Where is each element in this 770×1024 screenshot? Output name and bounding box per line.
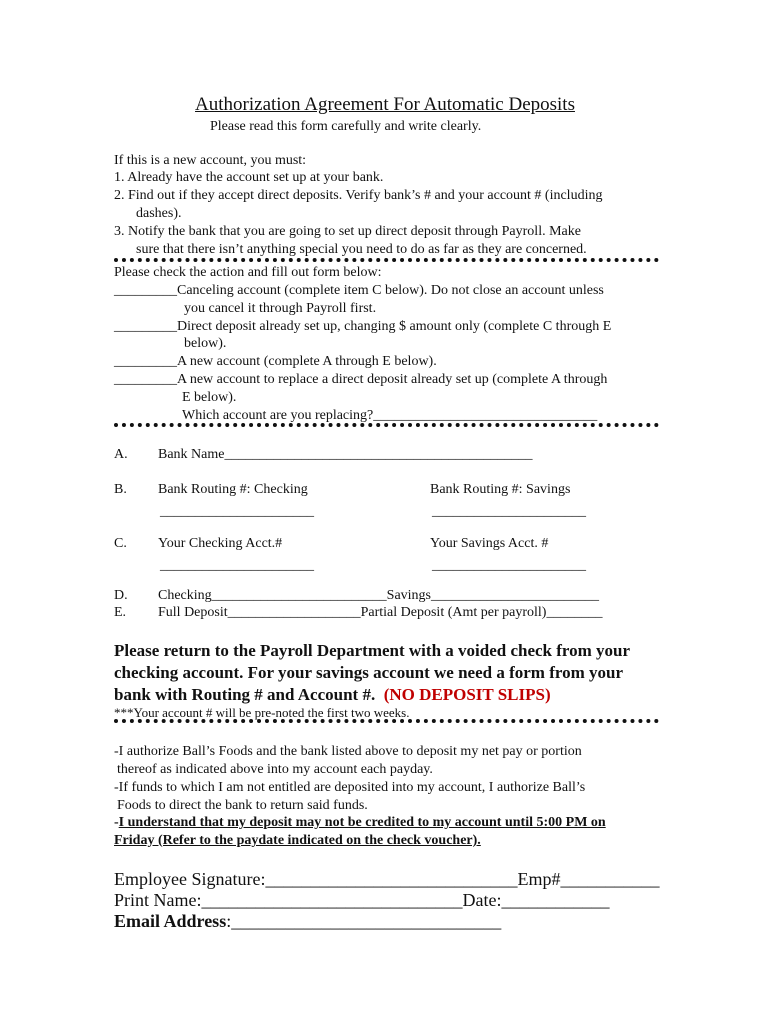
- return-notice-line-2: checking account. For your savings account we need a form from your: [114, 663, 624, 682]
- email-address-blank[interactable]: :______________________________: [226, 911, 502, 931]
- action-change-amount[interactable]: _________Direct deposit already set up, changing $ amount only (complete C through E: [114, 319, 612, 334]
- action-new-account[interactable]: _________A new account (complete A through E below).: [114, 354, 437, 369]
- field-letter-a: A.: [114, 447, 128, 462]
- checking-acct-field[interactable]: ______________________: [160, 558, 314, 573]
- dash: -: [114, 815, 119, 830]
- return-notice-line-1: Please return to the Payroll Department with a voided check from your: [114, 641, 631, 660]
- form-subtitle: Please read this form carefully and write clearly.: [210, 119, 482, 134]
- field-letter-d: D.: [114, 588, 128, 603]
- new-account-step-3-cont: sure that there isn’t anything special you need to do as far as they are concerned.: [136, 242, 587, 257]
- email-address-label: Email Address: [114, 911, 227, 931]
- credit-timing-notice: I understand that my deposit may not be credited to my account until 5:00 PM on: [118, 815, 606, 830]
- action-replace-account-cont: E below).: [182, 390, 237, 405]
- checking-acct-label: Your Checking Acct.#: [158, 536, 283, 551]
- new-account-step-2: 2. Find out if they accept direct deposits. Verify bank’s # and your account # (including: [114, 188, 603, 203]
- return-notice-text: bank with Routing # and Account #.: [114, 685, 376, 704]
- dotted-divider: [114, 423, 659, 427]
- authorization-line-6: Friday (Refer to the paydate indicated on the check voucher).: [114, 833, 481, 848]
- action-replace-account[interactable]: _________A new account to replace a direct deposit already set up (complete A through: [114, 372, 608, 387]
- email-address-field[interactable]: [114, 911, 501, 932]
- action-change-amount-cont: below).: [184, 336, 227, 351]
- dotted-divider: [114, 719, 659, 723]
- employee-signature-field[interactable]: Employee Signature:____________________________Emp#___________: [114, 869, 660, 889]
- no-deposit-slips-warning: (NO DEPOSIT SLIPS): [383, 685, 551, 704]
- field-letter-c: C.: [114, 536, 127, 551]
- form-title: Authorization Agreement For Automatic Deposits: [195, 94, 575, 115]
- return-notice-line-3: [114, 684, 551, 705]
- action-cancel[interactable]: _________Canceling account (complete item C below). Do not close an account unless: [114, 283, 604, 298]
- authorization-line-5: [114, 814, 606, 832]
- authorization-line-2: thereof as indicated above into my account each payday.: [117, 762, 433, 777]
- action-cancel-cont: you cancel it through Payroll first.: [184, 301, 377, 316]
- new-account-intro: If this is a new account, you must:: [114, 153, 307, 168]
- routing-savings-label: Bank Routing #: Savings: [430, 482, 571, 497]
- new-account-step-3: 3. Notify the bank that you are going to set up direct deposit through Payroll. Make: [114, 224, 581, 239]
- deposit-amount-field[interactable]: Full Deposit___________________Partial Deposit (Amt per payroll)________: [158, 605, 603, 620]
- savings-acct-field[interactable]: ______________________: [432, 558, 586, 573]
- replacing-account-field[interactable]: Which account are you replacing?________________________________: [182, 408, 598, 423]
- authorization-line-1: -I authorize Ball’s Foods and the bank listed above to deposit my net pay or portion: [114, 744, 582, 759]
- prenote-notice: ***Your account # will be pre-noted the first two weeks.: [114, 705, 410, 720]
- checking-savings-split-field[interactable]: Checking_________________________Savings________________________: [158, 588, 599, 603]
- routing-savings-field[interactable]: ______________________: [432, 504, 586, 519]
- authorization-line-3: -If funds to which I am not entitled are deposited into my account, I authorize Ball’s: [114, 780, 586, 795]
- savings-acct-label: Your Savings Acct. #: [430, 536, 549, 551]
- routing-checking-label: Bank Routing #: Checking: [158, 482, 308, 497]
- print-name-field[interactable]: Print Name:_____________________________Date:____________: [114, 890, 610, 910]
- actions-intro: Please check the action and fill out form below:: [114, 265, 382, 280]
- field-letter-b: B.: [114, 482, 127, 497]
- bank-name-field[interactable]: Bank Name____________________________________________: [158, 447, 533, 462]
- dotted-divider: [114, 258, 659, 262]
- field-letter-e: E.: [114, 605, 127, 620]
- new-account-step-2-cont: dashes).: [136, 206, 182, 221]
- routing-checking-field[interactable]: ______________________: [160, 504, 314, 519]
- authorization-line-4: Foods to direct the bank to return said funds.: [117, 798, 368, 813]
- new-account-step-1: 1. Already have the account set up at your bank.: [114, 170, 384, 185]
